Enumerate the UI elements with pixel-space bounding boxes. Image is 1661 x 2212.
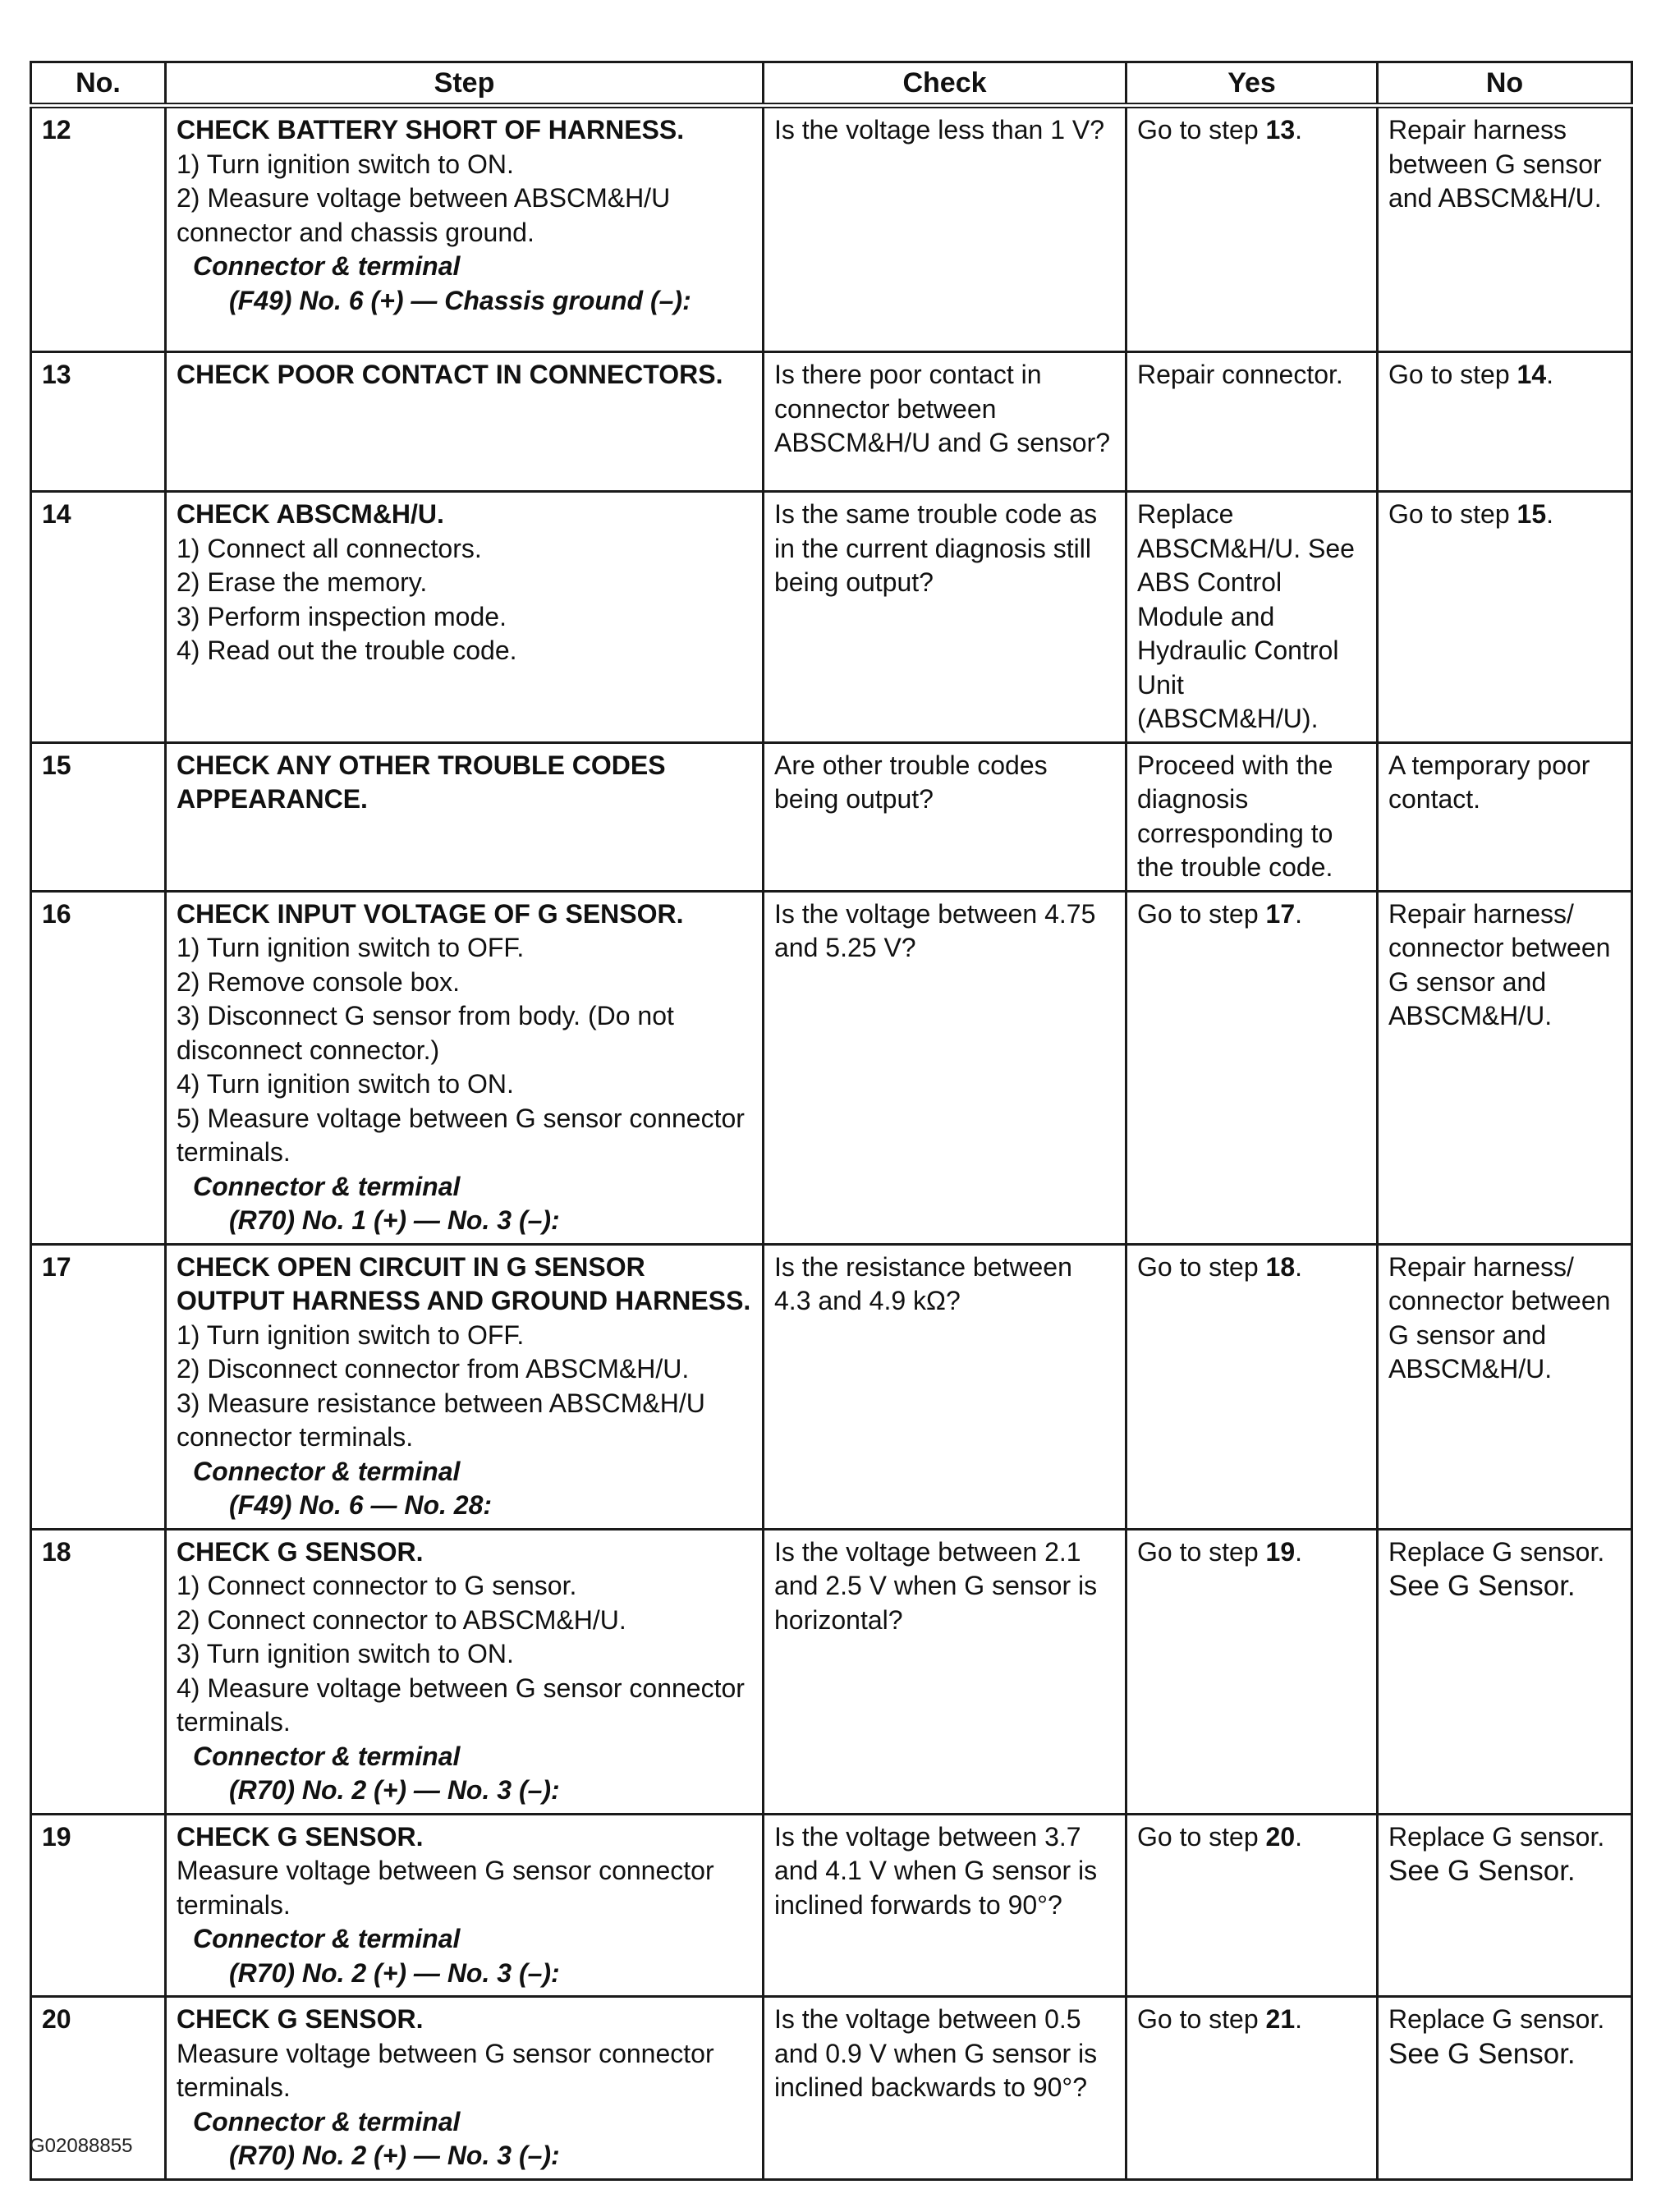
no-text: Go to step [1388,360,1517,389]
step-title: CHECK ANY OTHER TROUBLE CODES APPEARANCE. [177,750,666,814]
yes-punct: . [1295,1536,1303,1567]
connector-label: Connector & terminal [193,1924,461,1953]
step-instruction: 4) Read out the trouble code. [177,636,517,665]
yes-action [1126,352,1378,492]
yes-step-ref: 19 [1265,1536,1296,1567]
step-cell [166,1997,764,2180]
terminal-spec: (R70) No. 1 (+) — No. 3 (–): [229,1205,560,1235]
step-instruction: 1) Turn ignition switch to OFF. [177,933,525,962]
step-title: CHECK INPUT VOLTAGE OF G SENSOR. [177,898,684,929]
step-number: 18 [31,1529,166,1814]
header-no: No. [31,62,166,106]
terminal-spec: (F49) No. 6 (+) — Chassis ground (–): [229,285,691,315]
terminal-spec: (F49) No. 6 — No. 28: [229,1490,493,1520]
step-title: CHECK G SENSOR. [177,2004,424,2034]
figure-id: G02088855 [30,2135,133,2157]
table-row [31,106,1632,352]
yes-step-ref: 13 [1265,115,1296,145]
step-cell [166,352,764,492]
check-question: Is the voltage less than 1 V? [764,106,1126,352]
step-instruction: 2) Erase the memory. [177,567,428,597]
table-row [31,1244,1632,1529]
yes-step-ref: 18 [1265,1251,1296,1282]
yes-action [1126,1814,1378,1997]
yes-action [1126,742,1378,891]
step-title: CHECK POOR CONTACT IN CONNECTORS. [177,360,723,389]
no-action [1378,742,1632,891]
step-instruction: 4) Measure voltage between G sensor connector terminals. [177,1673,745,1737]
yes-text: Go to step [1137,115,1266,145]
step-instruction: 3) Disconnect G sensor from body. (Do not disconnect connector.) [177,1001,674,1065]
yes-action [1126,1529,1378,1814]
step-title: CHECK BATTERY SHORT OF HARNESS. [177,115,685,145]
check-question: Is the voltage between 2.1 and 2.5 V when G sensor is horizontal? [764,1529,1126,1814]
step-title: CHECK OPEN CIRCUIT IN G SENSOR OUTPUT HARNESS AND GROUND HARNESS. [177,1251,751,1315]
see-reference: See G Sensor. [1388,1855,1576,1887]
step-instruction: 2) Disconnect connector from ABSCM&H/U. [177,1354,690,1384]
yes-step-ref: 17 [1265,898,1296,929]
table-row [31,1997,1632,2180]
table-row [31,1529,1632,1814]
no-text: Replace G sensor. [1388,2004,1605,2034]
yes-punct: . [1295,1821,1303,1852]
yes-punct: . [1295,115,1303,145]
yes-text: Go to step [1137,898,1266,929]
step-cell [166,891,764,1244]
no-action [1378,1529,1632,1814]
step-number: 19 [31,1814,166,1997]
no-text: Replace G sensor. [1388,1821,1605,1852]
connector-label: Connector & terminal [193,1171,461,1201]
check-question: Is there poor contact in connector between ABSCM&H/U and G sensor? [764,352,1126,492]
table-row [31,492,1632,743]
diagnosis-sheet [30,61,1631,2181]
yes-action [1126,1244,1378,1529]
step-instruction: 5) Measure voltage between G sensor connector terminals. [177,1103,745,1167]
table-body [31,106,1632,2180]
step-number: 16 [31,891,166,1244]
step-number: 17 [31,1244,166,1529]
table-row [31,742,1632,891]
check-question: Are other trouble codes being output? [764,742,1126,891]
table-row [31,352,1632,492]
header-yes: Yes [1126,62,1378,106]
no-action [1378,352,1632,492]
terminal-spec: (R70) No. 2 (+) — No. 3 (–): [229,1957,560,1988]
step-instruction: Measure voltage between G sensor connector terminals. [177,1856,714,1920]
step-cell [166,742,764,891]
no-text: Repair harness/ connector between G sensor and ABSCM&H/U. [1388,898,1611,1030]
step-number: 12 [31,106,166,352]
yes-text: Go to step [1137,2004,1266,2034]
step-title: CHECK G SENSOR. [177,1821,424,1852]
check-question: Is the same trouble code as in the current diagnosis still being output? [764,492,1126,743]
header-row [31,62,1632,106]
no-action [1378,1814,1632,1997]
connector-label: Connector & terminal [193,1741,461,1771]
step-instruction: Measure voltage between G sensor connector terminals. [177,2038,714,2102]
yes-punct: . [1295,2004,1303,2034]
no-text: Replace G sensor. [1388,1536,1605,1567]
step-instruction: 2) Measure voltage between ABSCM&H/U [177,183,671,213]
step-cell [166,1814,764,1997]
connector-label: Connector & terminal [193,251,461,281]
header-step: Step [166,62,764,106]
step-title: CHECK ABSCM&H/U. [177,499,444,529]
no-text: Go to step [1388,499,1517,529]
connector-label: Connector & terminal [193,2106,461,2136]
yes-punct: . [1295,898,1303,929]
step-instruction: 2) Connect connector to ABSCM&H/U. [177,1604,626,1635]
step-number: 13 [31,352,166,492]
terminal-spec: (R70) No. 2 (+) — No. 3 (–): [229,1775,560,1805]
yes-text: Repair connector. [1137,360,1343,389]
step-number: 14 [31,492,166,743]
diagnosis-table [30,61,1633,2181]
no-step-ref: 14 [1516,360,1547,389]
step-title: CHECK G SENSOR. [177,1536,424,1567]
yes-action [1126,106,1378,352]
step-instruction: 3) Turn ignition switch to ON. [177,1639,514,1668]
no-action [1378,492,1632,743]
check-question: Is the voltage between 0.5 and 0.9 V when G sensor is inclined backwards to 90°? [764,1997,1126,2180]
no-text: Repair harness between G sensor and ABSCM&H/U. [1388,115,1602,213]
see-reference: See G Sensor. [1388,1570,1576,1602]
table-row [31,891,1632,1244]
step-number: 15 [31,742,166,891]
terminal-spec: (R70) No. 2 (+) — No. 3 (–): [229,2141,560,2170]
yes-action [1126,891,1378,1244]
step-instruction: 3) Perform inspection mode. [177,601,507,631]
check-question: Is the voltage between 3.7 and 4.1 V when G sensor is inclined forwards to 90°? [764,1814,1126,1997]
yes-action [1126,1997,1378,2180]
step-instruction: 1) Connect all connectors. [177,533,482,563]
step-instruction: 1) Turn ignition switch to OFF. [177,1319,525,1350]
step-instruction: 1) Turn ignition switch to ON. [177,149,514,179]
no-action [1378,106,1632,352]
step-instruction: 4) Turn ignition switch to ON. [177,1069,514,1099]
check-question: Is the voltage between 4.75 and 5.25 V? [764,891,1126,1244]
check-question: Is the resistance between 4.3 and 4.9 kΩ? [764,1244,1126,1529]
no-text: Repair harness/ connector between G sensor and ABSCM&H/U. [1388,1251,1611,1384]
no-action [1378,1244,1632,1529]
no-action [1378,1997,1632,2180]
step-cell [166,1244,764,1529]
no-punct: . [1546,360,1554,389]
no-punct: . [1546,499,1554,529]
table-header [31,62,1632,106]
no-action [1378,891,1632,1244]
see-reference: See G Sensor. [1388,2037,1576,2070]
yes-text: Go to step [1137,1536,1266,1567]
step-instruction: 1) Connect connector to G sensor. [177,1571,577,1600]
yes-text: Go to step [1137,1251,1266,1282]
yes-action [1126,492,1378,743]
step-instruction: 3) Measure resistance between ABSCM&H/U connector terminals. [177,1388,705,1452]
header-check: Check [764,62,1126,106]
header-no-result: No [1378,62,1632,106]
connector-label: Connector & terminal [193,1456,461,1486]
table-row [31,1814,1632,1997]
step-instruction: connector and chassis ground. [177,217,535,247]
step-cell [166,106,764,352]
yes-step-ref: 20 [1265,1821,1296,1852]
step-instruction: 2) Remove console box. [177,966,461,997]
yes-text: Replace ABSCM&H/U. See ABS Control Module and Hydraulic Control Unit (ABSCM&H/U). [1137,499,1355,733]
yes-text: Proceed with the diagnosis corresponding to the trouble code. [1137,750,1333,882]
step-cell [166,492,764,743]
yes-punct: . [1295,1251,1303,1282]
yes-step-ref: 21 [1265,2004,1296,2034]
step-number: 20 [31,1997,166,2180]
step-cell [166,1529,764,1814]
no-text: A temporary poor contact. [1388,750,1590,814]
yes-text: Go to step [1137,1821,1266,1852]
no-step-ref: 15 [1516,499,1547,529]
